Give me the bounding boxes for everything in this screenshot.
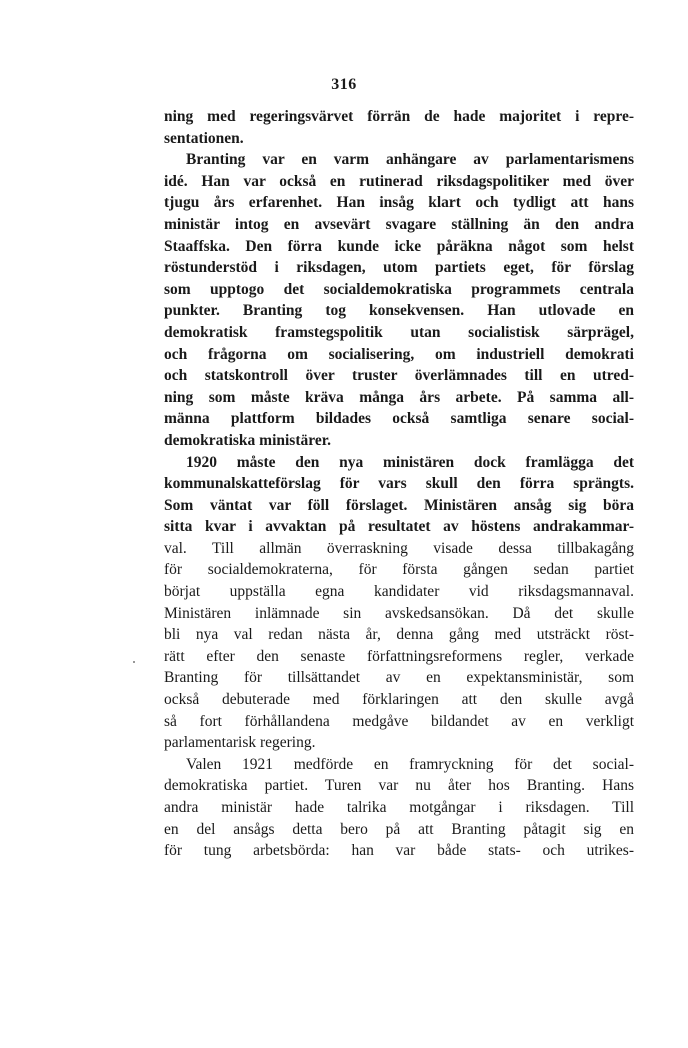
text-line: rätt efter den senaste författningsreformens regler, verkade [164, 647, 634, 665]
text-line: sentationen. [164, 129, 244, 147]
text-line: en del ansågs detta bero på att Branting påtagit sig en [164, 820, 634, 838]
text-line: demokratiska ministärer. [164, 431, 332, 449]
text-line: tjugu års erfarenhet. Han insåg klart och tydligt att hans [164, 194, 634, 212]
text-line: som upptogo det socialdemokratiska programmets centrala [164, 280, 634, 298]
text-line: börjat uppställa egna kandidater vid riksdagsmannaval. [164, 583, 634, 601]
text-line: männa plattform bildades också samtliga senare social- [164, 410, 634, 428]
text-line: demokratiska partiet. Turen var nu åter hos Branting. Hans [164, 777, 634, 795]
page-number: 316 [331, 76, 357, 93]
text-line: val. Till allmän överraskning visade dessa tillbakagång [164, 539, 634, 557]
text-line: ning som måste kräva många års arbete. På samma all- [164, 388, 634, 406]
text-line: sitta kvar i avvaktan på resultatet av höstens andrakammar- [164, 518, 634, 536]
text-line: demokratisk framstegspolitik utan socialistisk särprägel, [164, 323, 634, 341]
text-line: 1920 måste den nya ministären dock framlägga det [186, 453, 634, 471]
text-line: ning med regeringsvärvet förrän de hade majoritet i repre- [164, 108, 634, 125]
text-line: parlamentarisk regering. [164, 734, 316, 752]
text-line: Branting var en varm anhängare av parlamentarismens [186, 151, 634, 169]
text-line: punkter. Branting tog konsekvensen. Han utlovade en [164, 302, 634, 320]
text-line: Ministären inlämnade sin avskedsansökan. Då det skulle [164, 604, 634, 622]
text-line: röstunderstöd i riksdagen, utom partiets eget, för förslag [164, 259, 634, 277]
text-line: bli nya val redan nästa år, denna gång med utsträckt röst- [164, 626, 634, 644]
text-line: också debuterade med förklaringen att den skulle avgå [164, 691, 634, 709]
text-line: så fort förhållandena medgåve bildandet av en verkligt [164, 712, 634, 730]
text-line: idé. Han var också en rutinerad riksdagspolitiker med över [164, 172, 634, 190]
text-line: kommunalskatteförslag för vars skull den förra sprängts. [164, 475, 634, 493]
text-line: för socialdemokraterna, för första gången sedan partiet [164, 561, 634, 579]
body-text [164, 106, 634, 862]
text-line: andra ministär hade talrika motgångar i riksdagen. Till [164, 799, 634, 816]
text-line: Staaffska. Den förra kunde icke påräkna något som helst [164, 237, 634, 255]
print-speck [133, 661, 135, 663]
text-line: för tung arbetsbörda: han var både stats- och utrikes- [164, 842, 634, 860]
text-line: och statskontroll över truster överlämnades till en utred- [164, 367, 634, 385]
text-line: Branting för tillsättandet av en expektansministär, som [164, 669, 634, 687]
text-line: ministär intog en avsevärt svagare ställning än den andra [164, 215, 634, 233]
text-line: och frågorna om socialisering, om industriell demokrati [164, 345, 634, 363]
text-line: Som väntat var föll förslaget. Ministären ansåg sig böra [164, 496, 634, 514]
text-line: Valen 1921 medförde en framryckning för det social- [186, 755, 634, 773]
